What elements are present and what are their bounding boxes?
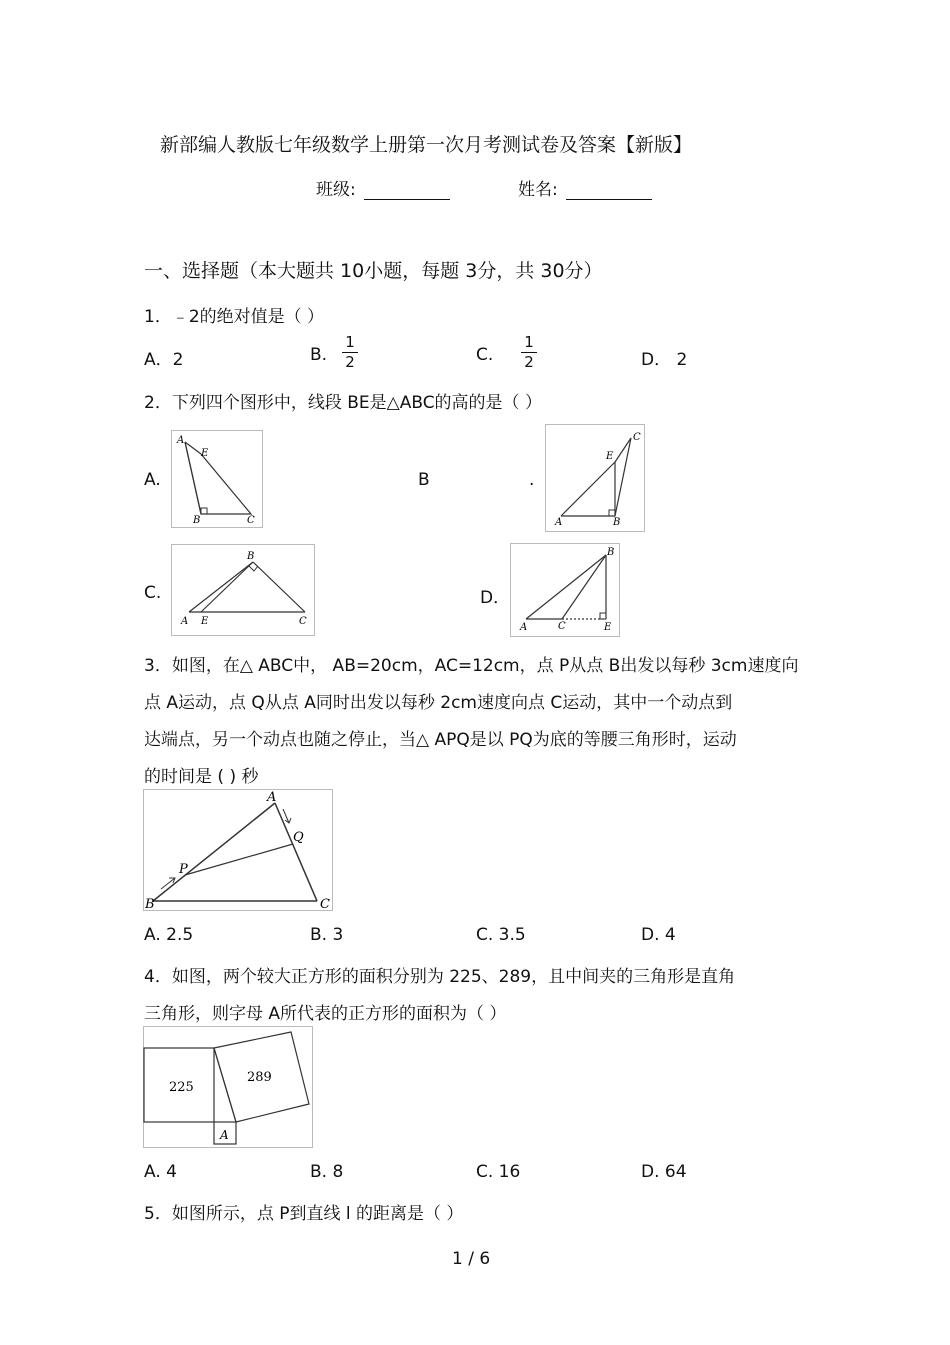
label-b: B — [613, 517, 621, 528]
label-a: A — [520, 622, 528, 633]
label-q: Q — [293, 830, 304, 845]
label-b: B — [247, 551, 255, 562]
q2-figure-d — [510, 543, 620, 637]
q4-line-1: 4．如图，两个较大正方形的面积分别为 225、289，且中间夹的三角形是直角 — [144, 967, 736, 987]
label-e: E — [201, 448, 209, 459]
q2-option-a: A. — [144, 470, 161, 490]
q2-option-b: B — [418, 470, 430, 490]
q1-option-a: A．2 — [144, 350, 184, 370]
page-number: 1 / 6 — [452, 1249, 491, 1269]
label-c: C — [299, 616, 307, 627]
q5-text: 5．如图所示，点 P到直线 l 的距离是（ ） — [144, 1204, 464, 1224]
q3-option-d: D. 4 — [641, 925, 676, 945]
q1-option-d: D． 2 — [641, 350, 688, 370]
q2-figure-c — [171, 544, 315, 636]
q1-option-c: C. — [476, 345, 494, 365]
label-b: B — [193, 515, 201, 526]
q3-line-2: 点 A运动，点 Q从点 A同时出发以每秒 2cm速度向点 C运动，其中一个动点到 — [144, 693, 733, 713]
q2-option-b-dot: . — [529, 470, 535, 490]
q3-line-1: 3．如图，在△ ABC中， AB=20cm，AC=12cm，点 P从点 B出发以每秒 3cm速度向 — [144, 656, 799, 676]
label-c: C — [633, 432, 641, 443]
label-p: P — [179, 862, 188, 877]
label-e: E — [201, 616, 209, 627]
name-blank — [566, 181, 652, 200]
square-225-label: 225 — [169, 1080, 194, 1095]
q3-line-4: 的时间是 ( ) 秒 — [144, 767, 259, 787]
q1-option-b: B. — [310, 345, 328, 365]
q3-line-3: 达端点，另一个动点也随之停止，当△ APQ是以 PQ为底的等腰三角形时，运动 — [144, 730, 737, 750]
name-label: 姓名: — [518, 180, 558, 200]
label-e: E — [604, 622, 612, 633]
q2-option-c: C. — [144, 583, 162, 603]
label-a: A — [267, 790, 277, 805]
label-b: B — [607, 547, 615, 558]
fraction-denominator: 2 — [524, 353, 534, 371]
fraction-denominator: 2 — [345, 353, 355, 371]
q2-option-d: D． — [480, 588, 511, 608]
q2-figure-a — [171, 430, 263, 528]
q3-option-c: C. 3.5 — [476, 925, 526, 945]
q2-figure-b — [545, 424, 645, 532]
class-blank — [364, 181, 450, 200]
q4-option-d: D. 64 — [641, 1162, 687, 1182]
label-a: A — [177, 435, 185, 446]
q1-c-fraction — [521, 334, 537, 371]
class-field — [316, 175, 450, 200]
q4-option-a: A. 4 — [144, 1162, 177, 1182]
q1-b-fraction — [342, 334, 358, 371]
q3-option-b: B. 3 — [310, 925, 344, 945]
name-field — [518, 175, 652, 200]
q2-text: 2．下列四个图形中，线段 BE是△ABC的高的是（ ） — [144, 393, 542, 413]
fraction-numerator: 1 — [524, 333, 534, 351]
q3-option-a: A. 2.5 — [144, 925, 194, 945]
class-label: 班级: — [316, 180, 356, 200]
q3-figure — [143, 789, 333, 911]
q1-text: 1．﹣2的绝对值是（ ） — [144, 307, 325, 327]
section-heading: 一、选择题（本大题共 10小题，每题 3分，共 30分） — [144, 260, 603, 282]
label-c: C — [247, 515, 255, 526]
label-a: A — [555, 517, 563, 528]
label-c: C — [320, 897, 330, 911]
label-c: C — [558, 621, 566, 632]
label-b: B — [145, 897, 155, 911]
q4-option-b: B. 8 — [310, 1162, 344, 1182]
q4-line-2: 三角形，则字母 A所代表的正方形的面积为（ ） — [144, 1004, 507, 1024]
square-289-label: 289 — [247, 1070, 272, 1085]
label-a: A — [181, 616, 189, 627]
label-e: E — [606, 451, 614, 462]
document-title: 新部编人教版七年级数学上册第一次月考测试卷及答案【新版】 — [160, 134, 693, 156]
q4-figure — [143, 1026, 313, 1148]
q4-option-c: C. 16 — [476, 1162, 521, 1182]
square-a-label: A — [220, 1128, 229, 1142]
fraction-numerator: 1 — [345, 333, 355, 351]
